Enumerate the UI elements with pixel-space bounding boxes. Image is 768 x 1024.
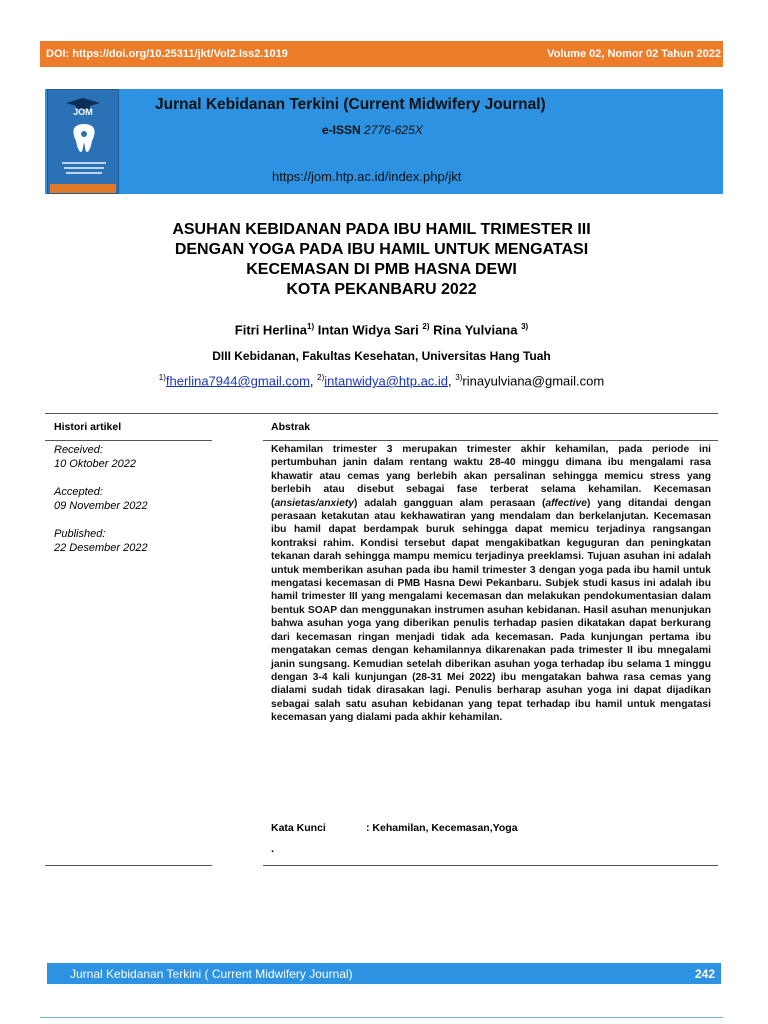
- paper-title: [40, 220, 723, 300]
- author-name: Intan Widya Sari: [317, 322, 419, 338]
- email-list: $^{1)}$fherlina7944@gmail.com, $^{2)}$intanwidya@htp.ac.id, $^{3)}$rinayulviana@gmail.com: [158, 373, 605, 389]
- received-date: 10 Oktober 2022: [54, 458, 136, 470]
- abstract-italic: ansietas/anxiety: [274, 497, 354, 509]
- divider: [45, 440, 212, 441]
- accepted-date: 09 November 2022: [54, 500, 148, 512]
- accepted-block: [54, 485, 148, 513]
- divider: [263, 865, 718, 866]
- doi-text[interactable]: DOI: https://doi.org/10.25311/jkt/Vol2.Iss2.1019: [46, 48, 288, 60]
- published-block: [54, 527, 148, 555]
- title-line: KOTA PEKANBARU 2022: [286, 281, 477, 298]
- page-footer: [47, 963, 721, 984]
- page-number: 242: [694, 966, 715, 981]
- cover-footer-strip: [50, 184, 116, 193]
- author-name: Fitri Herlina: [234, 322, 308, 338]
- abstract-part: Kehamilan trimester 3 merupakan trimester akhir kehamilan, pada periode ini pertumbuhan janin dalam rentang waktu 28-40 minggu dimana ibu mengalami rasa khawatir atau cemas yang berlebih akan persalinan sehingga memicu stress yang berlebih atau disebut sebagai fase terberat selama kehamilan. Kecemasan (: [271, 444, 711, 509]
- abstract-part: ) yang ditandai dengan perasaan ketakutan atau kekhawatiran yang mendalam dan berkelanjutan. Kecemasan ibu hamil dapat berdampak buruk sehingga dapat memicu terjadinya rangsangan kontraksi rahim. Kondisi tersebut dapat mengakibatkan keguguran dan peningkatan tekanan darah sehingga mampu memicu terjadinya preeklamsi. Tujuan asuhan ini adalah untuk memberikan asuhan pada ibu hamil trimester 3 dengan yoga pada ibu hamil untuk mengatasi kecemasan di PMB Hasna Dewi Pekanbaru. Subjek studi kasus ini adalah ibu hamil trimester III yang mengalami kecemasan dan melakukan pendokumentasian dalam bentuk SOAP dan menggunakan instrumen asuhan kebidanan. Hasil asuhan menunjukan bahwa asuhan yoga yang diberikan penulis terhadap pasien dikatakan dapat berkurang dari kecemasan ringan menjadi tidak ada kecemasan. Pada kunjungan pertama ibu mengatakan cemas dengan kehamilannya dikarenakan pada trimester II ibu mnegalami janin sungsang. Kemudian setelah diberikan asuhan yoga terhadap ibu selama 1 minggu dengan 3-4 kali kunjungan (28-31 Mei 2022) ibu mengatakan bahwa rasa cemas yang dialami sudah tidak dirasakan lagi. Penulis berharap asuhan yoga ini dapat dijadikan sebagai salah satu asuhan kebidanan yang tepat terhadap ibu hamil untuk mengatasi kecemasan yang dialami pada akhir kehamilan.: [271, 497, 711, 724]
- email-link[interactable]: intanwidya@htp.ac.id: [324, 373, 449, 389]
- cover-line: [64, 167, 104, 169]
- footer-divider: [40, 1017, 723, 1018]
- email-sup: 2): [317, 373, 325, 382]
- keywords-value: : Kehamilan, Kecemasan,Yoga: [366, 822, 518, 834]
- title-line: KECEMASAN DI PMB HASNA DEWI: [246, 261, 517, 278]
- journal-cover-image: [47, 89, 119, 194]
- history-heading: Histori artikel: [54, 421, 122, 433]
- received-label: Received:: [54, 444, 103, 456]
- abstract-part: ) adalah gangguan alam perasaan (: [354, 497, 546, 509]
- abstract-heading: Abstrak: [271, 421, 311, 433]
- keywords: [271, 822, 518, 834]
- affiliation: DIII Kebidanan, Fakultas Kesehatan, Universitas Hang Tuah: [212, 349, 551, 363]
- volume-text: Volume 02, Nomor 02 Tahun 2022: [547, 48, 721, 60]
- journal-header: [45, 89, 723, 194]
- cover-line: [62, 162, 106, 164]
- email-text: rinayulviana@gmail.com: [462, 373, 605, 389]
- cover-logo-text: JOM: [73, 107, 93, 117]
- published-date: 22 Desember 2022: [54, 542, 148, 554]
- cover-line: [66, 172, 102, 174]
- journal-url-link[interactable]: https://jom.htp.ac.id/index.php/jkt: [272, 169, 462, 184]
- author-name: Rina Yulviana: [433, 322, 518, 338]
- issn-label: e-ISSN: [322, 123, 361, 137]
- abstract-text: [271, 443, 711, 725]
- journal-title: Jurnal Kebidanan Terkini (Current Midwifery Journal): [155, 96, 546, 113]
- accepted-label: Accepted:: [54, 486, 103, 498]
- footer-journal: Jurnal Kebidanan Terkini ( Current Midwifery Journal): [70, 966, 353, 981]
- divider: [45, 413, 718, 414]
- author-sup: 1): [307, 322, 315, 331]
- email-sup: 1): [158, 373, 166, 382]
- divider: [45, 865, 212, 866]
- issn: [322, 123, 423, 137]
- divider: [263, 440, 718, 441]
- doi-bar: [40, 41, 723, 67]
- email-link[interactable]: fherlina7944@gmail.com: [165, 373, 310, 389]
- author-sup: 3): [521, 322, 529, 331]
- issn-value: 2776-625X: [364, 123, 423, 137]
- author-list: [40, 322, 723, 337]
- email-sup: 3): [455, 373, 463, 382]
- keywords-label: Kata Kunci: [271, 822, 326, 834]
- author-sup: 2): [422, 322, 430, 331]
- received-block: [54, 443, 136, 471]
- title-line: ASUHAN KEBIDANAN PADA IBU HAMIL TRIMESTER III: [172, 221, 591, 238]
- tooth-logo-icon: [71, 123, 97, 153]
- abstract-italic: affective: [545, 497, 588, 509]
- published-label: Published:: [54, 528, 106, 540]
- trailing-dot: .: [271, 843, 275, 855]
- title-line: DENGAN YOGA PADA IBU HAMIL UNTUK MENGATASI: [174, 241, 589, 258]
